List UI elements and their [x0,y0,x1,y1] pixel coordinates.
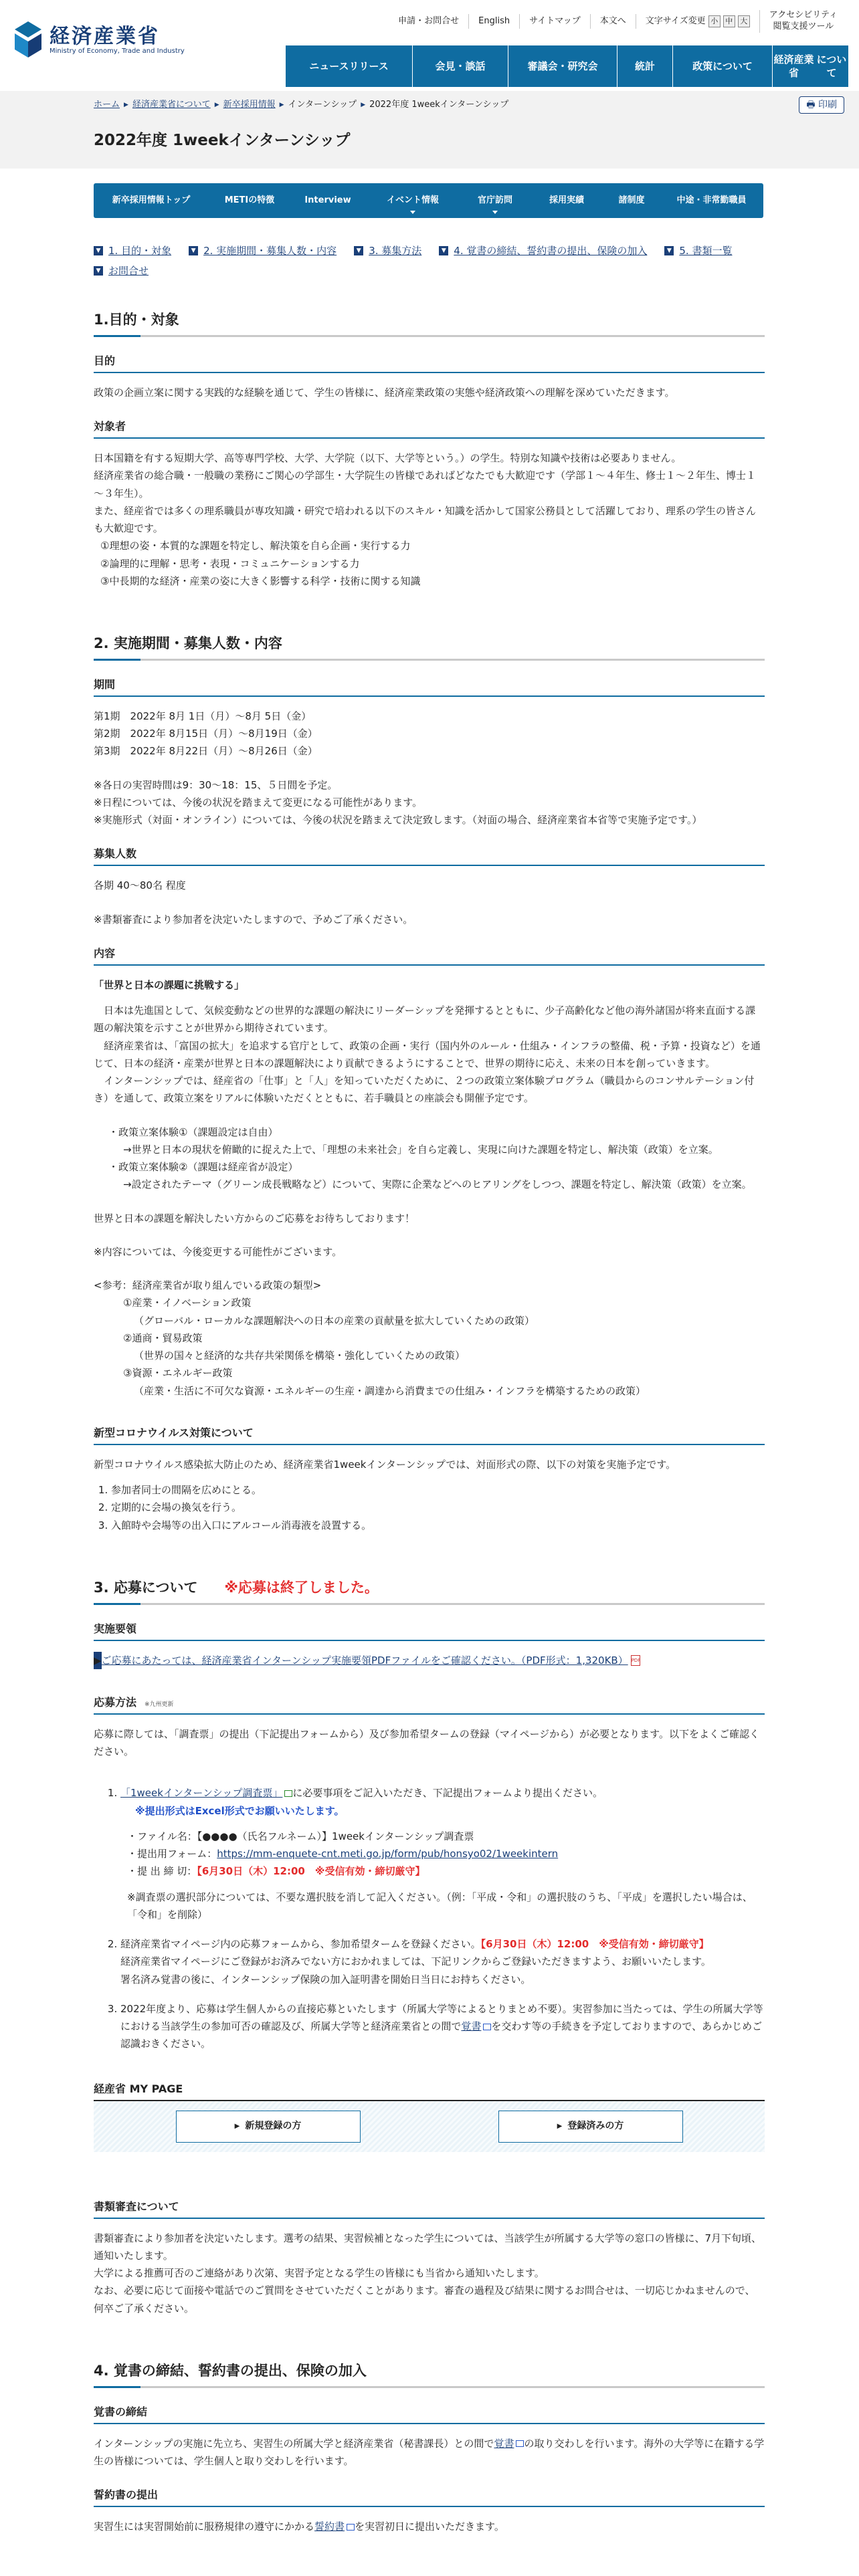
sub-nav-meti-features[interactable]: METIの特徴 [224,195,275,205]
word-icon [483,2024,491,2030]
subheading-review: 書類審査について [94,2195,765,2219]
content-paragraph: インターンシップでは、経産省の「仕事」と「人」を知っていただくために、２つの政策立案体験プログラム（職員からのコンサルテーション付き）を通して、政策立案をリアルに体験いただくとともに、若手職員との座談会も開催予定です。 [94,1075,755,1105]
play-icon: ▶ [234,2122,240,2130]
main-nav-about-line2: について [816,53,847,79]
arrow-right-icon: ▶ [94,1652,102,1669]
guidelines-line [94,1652,765,1669]
reference-detail: （世界の国々と経済的な共存共栄関係を構築・強化していくための政策） [134,1350,466,1362]
subheading-pledge: 誓約書の提出 [94,2483,765,2507]
main-nav [286,45,848,87]
main-nav-councils[interactable]: 審議会・研究会 [508,45,617,87]
step2-text-b: 経済産業省マイページにご登録がお済みでない方におかれましては、下記リンクからご登録いただきますよう、お願いいたします。 [120,1955,711,1968]
subheading-content: 内容 [94,942,765,966]
subheading-method [94,1691,765,1715]
step3-text: 2022年度より、応募は学生個人からの直接応募といたします（所属大学等によるとりまとめ不要）。実習参加に当たっては、学生の所属大学等における当該学生の参加可否の確認及び、所属大学等と経済産業省との間で [120,2002,763,2032]
review-text: 書類審査により参加者を決定いたします。選考の結果、実習候補となった学生については、当該学生が所属する大学等の窓口の皆様に、7月下旬頃、通知いたします。 [94,2232,762,2262]
main-nav-news-release[interactable]: ニュースリリース [286,45,412,87]
breadcrumb-separator-icon: ▶ [361,101,366,108]
font-size-large-button[interactable]: 大 [738,15,750,27]
accessibility-line2: 閲覧支援ツール [773,21,834,31]
reference-title: <参考：経済産業省が取り組んでいる政策の類型> [94,1279,322,1291]
period-note: ※各日の実習時間は9：30～18：15、５日間を予定。 [94,778,338,791]
reference-item: ①産業・イノベーション政策 [123,1297,252,1309]
reference-detail: （グローバル・ローカルな課題解決への日本の産業の貢献量を拡大していくための政策） [134,1314,535,1327]
page-anchor-links [94,241,765,281]
mypage-login-button[interactable] [498,2111,683,2143]
anchor-link-purpose[interactable] [94,241,171,261]
meti-logo[interactable] [13,20,185,60]
program-detail: →世界と日本の現状を俯瞰的に捉えた上で、「理想の未来社会」を自ら定義し、実現に向けた課題を特定し、解決策（政策）を立案。 [123,1143,719,1156]
arrow-down-icon: ▼ [189,246,198,255]
sub-nav-ministry-visit[interactable]: 官庁訪問 [460,183,530,218]
print-button[interactable] [799,96,844,114]
section-heading-memorandum: 4. 覚書の締結、誓約書の提出、保険の加入 [94,2355,765,2388]
method-text: 応募に際しては、「調査票」の提出（下記提出フォームから）及び参加希望タームの登録（マイページから）が必要となります。以下をよくご確認ください。 [94,1727,759,1757]
sub-nav-hiring-results[interactable]: 採用実績 [549,195,584,205]
accessibility-line1: アクセシビリティ [769,10,838,21]
period-item: 第1期 2022年 8月 1日（月）～8月 5日（金） [94,710,312,722]
covid-text: 新型コロナウイルス感染拡大防止のため、経済産業省1weekインターンシップでは、対面形式の際、以下の対策を実施予定です。 [94,1458,676,1471]
list-item: 1. 参加者同士の間隔を広めにとる。 [111,1481,765,1499]
target-text-2: 経済産業省の総合職・一般職の業務にご関心の学部生・大学院生の皆様であればどなたでも大歓迎です（学部１～４年生、修士１～２年生、博士１～３年生）。 [94,469,757,500]
sub-nav-interview[interactable]: Interview [304,195,351,205]
print-icon: 🖶 [806,100,816,110]
reference-detail: （産業・生活に不可欠な資源・エネルギーの生産・調達から消費までの仕組み・インフラを構築するための政策） [134,1384,646,1397]
section-heading-application [94,1572,765,1605]
word-icon [347,2524,355,2531]
excel-icon [284,1790,292,1797]
list-item: 2. 定期的に会場の換気を行う。 [111,1499,765,1516]
logo-text-jp: 経済産業省 [50,24,160,48]
submission-form-link[interactable]: https://mm-enquete-cnt.meti.go.jp/form/pub/honsyo02/1weekintern [217,1848,559,1860]
step1-text: に必要事項をご記入いただき、下記提出フォームより提出ください。 [292,1787,603,1800]
pledge-doc-link[interactable]: 誓約書 [314,2520,345,2533]
pdf-icon: PDF [631,1655,640,1666]
arrow-down-icon: ▼ [94,246,103,255]
memorandum-link[interactable]: 覚書 [461,2020,482,2032]
content-paragraph: 日本は先進国として、気候変動などの世界的な課題の解決にリーダーシップを発揮するとともに、少子高齢化など他の海外諸国が将来直面する課題の解決策を示すことが世界から期待されています。 [94,1004,756,1035]
step1-format-note: ※提出形式はExcel形式でお願いいたします。 [135,1804,345,1817]
mypage-new-registration-button[interactable] [176,2111,361,2143]
program-item: ・政策立案体験②（課題は経産省が設定） [108,1161,298,1173]
number-note: ※書類審査により参加者を決定いたしますので、予めご了承ください。 [94,913,413,926]
step1-note: ※調査票の選択部分については、不要な選択肢を消して記入ください。（例：「平成・令和」の選択肢のうち、「平成」を選択したい場合は、「令和」を削除） [127,1891,753,1921]
sub-nav-systems[interactable]: 諸制度 [618,195,645,205]
button-label: 登録済みの方 [567,2121,624,2132]
site-header [0,0,859,91]
program-item: ・政策立案体験①（課題設定は自由） [108,1125,278,1138]
main-nav-about-line1: 経済産業省 [773,53,814,79]
mypage-title: 経産省 MY PAGE [94,2080,765,2101]
step-2 [120,1935,765,1988]
review-text: 大学による推薦可否のご連絡があり次第、実習予定となる学生の皆様にも当省から通知いたします。 [94,2267,545,2279]
number-text: 各期 40～80名 程度 [94,879,186,892]
skill-item: ③中長期的な経済・産業の姿に大きく影響する科学・技術に関する知識 [100,574,421,587]
program-detail: →設定されたテーマ（グリーン成長戦略など）について、実際に企業などへのヒアリングをしつつ、課題を特定し、解決策（政策）を立案。 [123,1178,752,1191]
subheading-memorandum: 覚書の締結 [94,2400,765,2424]
breadcrumb-separator-icon: ▶ [124,101,128,108]
memorandum-text-b: の取り交わしを行います。海外の大学等に在籍する学生の皆様については、学生個人と取り交わしを行います。 [94,2437,765,2467]
period-note: ※実施形式（対面・オンライン）については、今後の状況を踏まえて決定致します。（対面の場合、経済産業省本省等で実施予定です。） [94,814,702,826]
pledge-text-b: を実習初日に提出いただきます。 [355,2520,504,2533]
util-link-inquiry[interactable]: 申請・お問合せ [398,15,460,26]
review-text: なお、必要に応じて面接や電話でのご質問をさせていただくことがあります。審査の過程及び結果に関するお問合せは、一切応じかねませんので、何卒ご了承ください。 [94,2284,755,2315]
file-name-line: ・ファイル名：【●●●●（氏名フルネーム）】1weekインターンシップ調査票 [127,1830,474,1842]
anchor-label: 3. 募集方法 [369,244,422,257]
anchor-label: お問合せ [108,264,149,277]
form-line [120,1845,765,1862]
subheading-target: 対象者 [94,415,765,439]
step-1 [120,1784,765,1923]
utility-nav [389,9,847,33]
anchor-link-documents[interactable] [664,241,732,261]
font-size-small-button[interactable]: 小 [708,15,721,27]
main-nav-press-conference[interactable]: 会見・談話 [412,45,508,87]
breadcrumb-about[interactable]: 経済産業省について [132,100,211,110]
anchor-label: 1. 目的・対象 [108,244,172,257]
purpose-text: 政策の企画立案に関する実践的な経験を通じて、学生の皆様に、経済産業政策の実態や経済政策への理解を深めていただきます。 [94,386,675,399]
breadcrumb-separator-icon: ▶ [279,101,284,108]
subheading-purpose: 目的 [94,349,765,373]
util-link-skip-to-content[interactable]: 本文へ [590,14,636,29]
subheading-covid: 新型コロナウイルス対策について [94,1421,765,1445]
arrow-down-icon: ▼ [664,246,674,255]
form-label: ・提出用フォーム： [127,1848,217,1860]
skill-item: ②論理的に理解・思考・表現・コミュニケーションする力 [100,557,360,570]
play-icon: ▶ [557,2122,563,2130]
section-title: 3. 応募について [94,1579,198,1596]
main-content [94,218,765,2535]
word-icon [516,2440,524,2447]
memorandum-doc-link[interactable]: 覚書 [494,2437,514,2450]
anchor-link-period[interactable] [189,241,337,261]
change-note: ※内容については、今後変更する可能性がございます。 [94,1245,343,1258]
reference-item: ②通商・貿易政策 [123,1331,203,1344]
method-title: 応募方法 [94,1695,137,1709]
step2-text: 経済産業省マイページ内の応募フォームから、参加希望タームを登録ください。 [120,1938,481,1950]
arrow-down-icon: ▼ [354,246,363,255]
target-text-3: また、経産省では多くの理系職員が専攻知識・研究で培われる以下のスキル・知識を活かして国家公務員として活躍しており、理系の学生の皆さんも大歓迎です。 [94,504,756,534]
page-title: 2022年度 1weekインターンシップ [94,132,351,149]
main-nav-policies[interactable]: 政策について [672,45,772,87]
closing-text: 世界と日本の課題を解決したい方からのご応募をお待ちしております！ [94,1212,415,1224]
pledge-text-a: 実習生には実習開始前に服務規律の遵守にかかる [94,2520,315,2533]
period-note: ※日程については、今後の状況を踏まえて変更になる可能性があります。 [94,796,423,809]
util-link-english[interactable]: English [468,14,519,29]
breadcrumb-home[interactable]: ホーム [94,100,120,110]
application-steps [94,1784,765,2052]
anchor-label: 5. 書類一覧 [679,244,733,257]
content-paragraph: 経済産業省は、「富国の拡大」を追求する官庁として、政策の企画・実行（国内外のルール・仕組み・インフラの整備、税・予算・投資など）を通じて、日本の経済・産業が世界と日本の課題解決により貢献できるようにすることで、世界の期待に応え、未来の日本を創っていきます。 [94,1039,761,1069]
breadcrumb-separator-icon: ▶ [214,101,219,108]
button-label: 新規登録の方 [245,2121,302,2132]
breadcrumb-current: 2022年度 1weekインターンシップ [369,100,509,110]
main-nav-about-meti[interactable] [772,45,848,87]
logo-mark-icon [13,20,43,60]
anchor-link-memorandum[interactable] [439,241,647,261]
memorandum-text-a: インターンシップの実施に先立ち、実習生の所属大学と経済産業省（秘書課長）との間で [94,2437,494,2450]
deadline-line [120,1862,765,1880]
sub-nav-events[interactable]: イベント情報 [365,183,460,218]
section-heading-period: 2. 実施期間・募集人数・内容 [94,627,765,661]
step3-text-b: を交わす等の手続きを予定しておりますので、あらかじめご認識おきください。 [120,2020,763,2050]
title-band [0,91,859,169]
survey-sheet-link[interactable]: 「1weekインターンシップ調査票」 [120,1787,283,1800]
skill-item: ①理想の姿・本質的な課題を特定し、解決策を自ら企画・実行する力 [100,540,411,552]
deadline-label: ・提 出 締 切： [127,1865,197,1878]
content-title: 「世界と日本の課題に挑戦する」 [94,978,245,991]
subheading-period: 期間 [94,673,765,697]
font-size-medium-button[interactable]: 中 [723,15,735,27]
target-text-1: 日本国籍を有する短期大学、高等専門学校、大学、大学院（以下、大学等という。）の学生。特別な知識や技術は必要ありません。 [94,452,682,464]
step-3 [120,2000,765,2053]
sub-nav-midcareer[interactable]: 中途・非常勤職員 [676,195,747,205]
breadcrumb-recruit[interactable]: 新卒採用情報 [223,100,276,110]
list-item: 3. 入館時や会場等の出入口にアルコール消毒液を設置する。 [111,1517,765,1534]
anchor-link-contact[interactable] [94,261,149,281]
util-link-sitemap[interactable]: サイトマップ [519,14,590,29]
step2-text-c: 署名済み覚書の後に、インターンシップ保険の加入証明書を開始日当日にお持ちください。 [120,1973,531,1985]
reference-item: ③資源・エネルギー政策 [123,1367,233,1380]
step2-deadline: 【6月30日（木）12:00 ※受信有効・締切厳守】 [480,1938,709,1950]
period-item: 第2期 2022年 8月15日（月）～8月19日（金） [94,728,318,740]
subheading-number: 募集人数 [94,842,765,866]
mypage-buttons [94,2101,765,2152]
anchor-label: 4. 覚書の締結、誓約書の提出、保険の加入 [454,244,648,257]
arrow-down-icon: ▼ [94,266,103,276]
anchor-label: 2. 実施期間・募集人数・内容 [203,244,337,257]
section-heading-purpose: 1.目的・対象 [94,304,765,337]
breadcrumb [94,98,508,113]
font-size-label: 文字サイズ変更 [645,15,706,26]
period-item: 第3期 2022年 8月22日（月）～8月26日（金） [94,745,318,758]
print-label: 印刷 [818,100,837,110]
guidelines-pdf-link[interactable]: ご応募にあたっては、経済産業省インターンシップ実施要領PDFファイルをご確認ください。（PDF形式：1,320KB） [101,1654,628,1667]
main-nav-statistics[interactable]: 統計 [617,45,672,87]
method-small-note: ※九州更新 [145,1701,174,1708]
arrow-down-icon: ▼ [439,246,448,255]
recruit-sub-nav [94,183,763,218]
logo-text-en: Ministry of Economy, Trade and Industry [50,47,185,55]
font-size-switcher [636,14,759,29]
breadcrumb-internship[interactable]: インターンシップ [288,100,357,110]
anchor-link-method[interactable] [354,241,421,261]
closed-notice: ※応募は終了しました。 [224,1579,379,1596]
subheading-guidelines: 実施要領 [94,1617,765,1641]
util-link-accessibility[interactable] [759,10,847,33]
pledge-text [94,2518,765,2535]
mypage-panel [94,2080,765,2152]
sub-nav-recruit-top[interactable]: 新卒採用情報トップ [112,195,191,205]
deadline-text: 【6月30日（木）12:00 ※受信有効・締切厳守】 [197,1865,425,1878]
covid-measures-list [94,1481,765,1534]
memorandum-text [94,2435,765,2470]
